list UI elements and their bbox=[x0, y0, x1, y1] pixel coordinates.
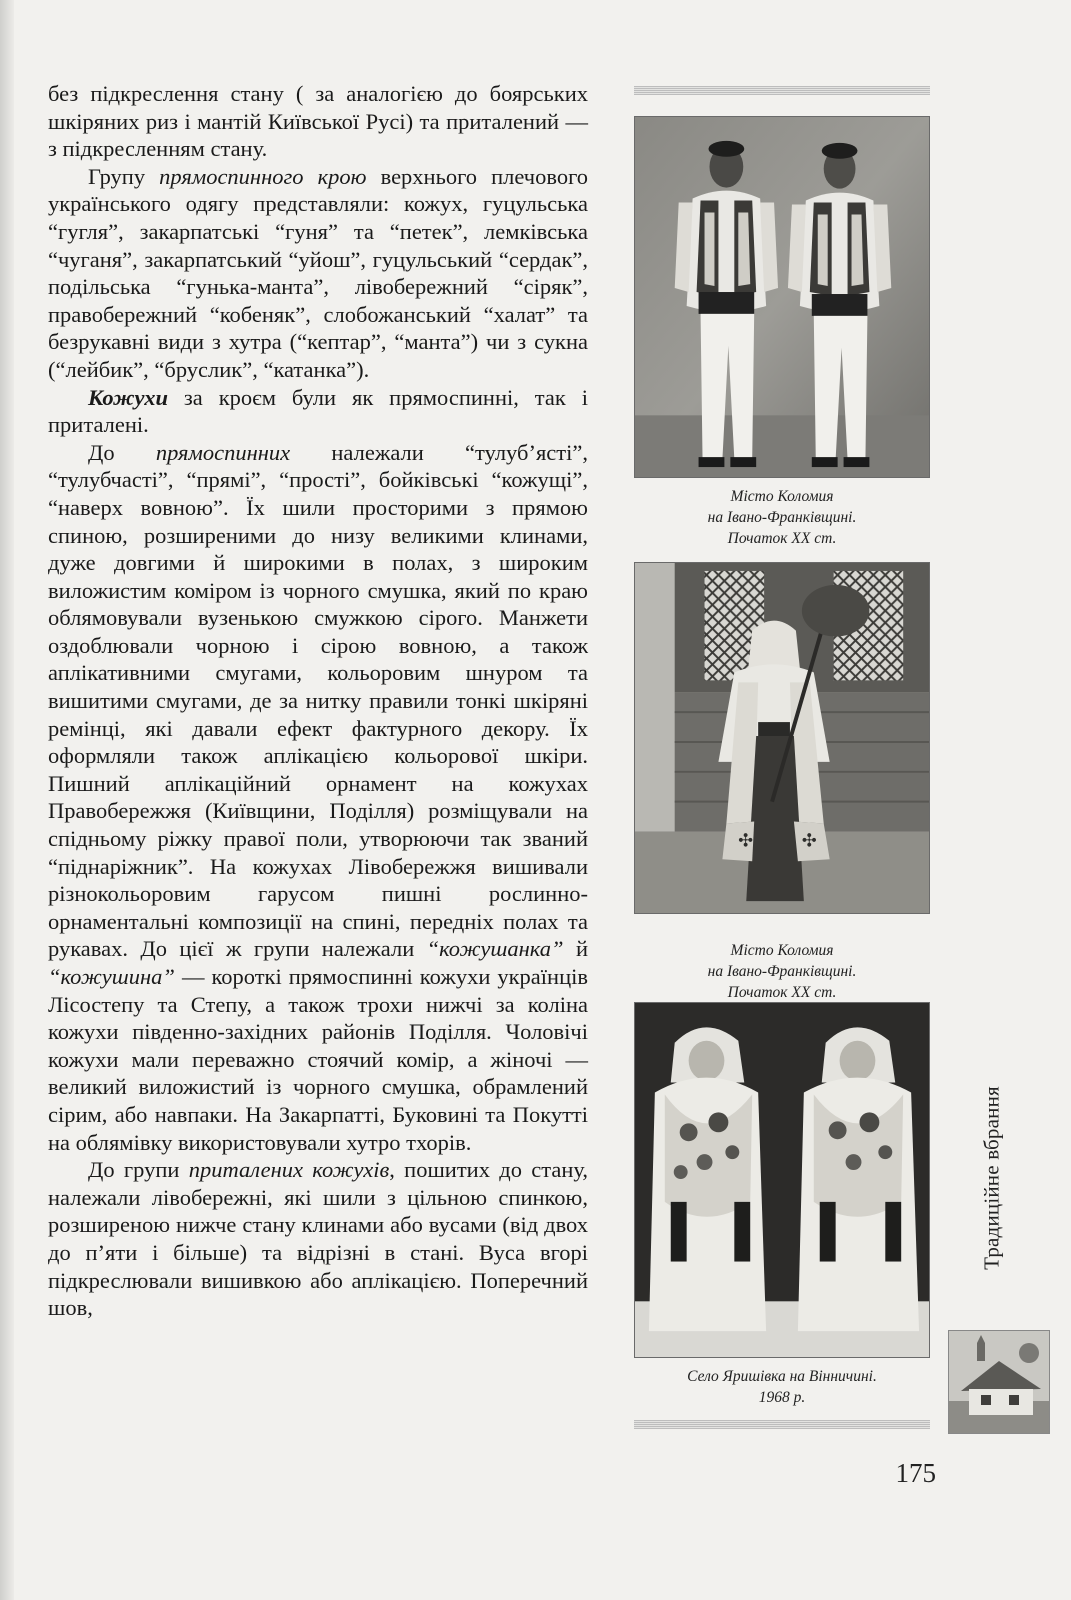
photo-two-men-kolomyia bbox=[634, 116, 930, 478]
house-emblem-icon bbox=[948, 1330, 1050, 1434]
paragraph-5: До групи приталених кожухів, пошитих до стану, належали лівобережні, які шили з цільною спинкою, розширеною нижче стану клинами або вусами (від двох до п’яти і більше) та відрізні в стані. Вуса вгорі підкреслювали вишивкою або аплікацією. Поперечний шов, bbox=[48, 1157, 588, 1321]
photo-3-caption: Село Яришівка на Вінничині. 1968 р. bbox=[687, 1368, 877, 1406]
page-edge bbox=[0, 0, 14, 1600]
body-text bbox=[48, 80, 588, 1322]
term-kozhushyna: “кожушина” bbox=[48, 964, 175, 989]
term-prytaleni-kozhukhy: приталених кожухів bbox=[188, 1157, 390, 1183]
term-kozhushanka: “кожушанка” bbox=[426, 936, 564, 962]
paragraph-2: Групу прямоспинного крою верхнього плечового українського одягу представляли: кожух, гуцульська “гугля”, закарпатські “гуня” та “петек”, лемківська “чуганя”, закарпатський “уйош”, гуцульський “сердак”, подільська “гунька-манта”, лівобережний “сіряк”, правобережний “кобеняк”, слобожанський “халат” та безрукавні види з хутра (“кептар”, “манта”) чи з сукна (“лейбик”, “бруслик”, “катанка”). bbox=[48, 163, 588, 382]
page-number: 175 bbox=[895, 1458, 936, 1488]
svg-text:✣: ✣ bbox=[738, 830, 754, 852]
term-kozhukhy: Кожухи bbox=[88, 384, 168, 410]
top-rule bbox=[634, 86, 930, 95]
paragraph-3: Кожухи за кроєм були як прямоспинні, так і приталені. bbox=[48, 384, 588, 438]
photo-2-caption: Місто Коломия на Івано-Франківщині. Початок XX ст. bbox=[707, 942, 857, 1001]
photo-1-caption: Місто Коломия на Івано-Франківщині. Початок XX ст. bbox=[707, 488, 857, 547]
photo-woman-kolomyia bbox=[634, 562, 930, 914]
svg-text:✣: ✣ bbox=[801, 830, 817, 852]
bottom-rule bbox=[634, 1420, 930, 1429]
term-pryamospynni: прямоспинних bbox=[155, 439, 291, 465]
term-pryamospynnyi-krii: прямоспинного крою bbox=[159, 163, 367, 189]
section-side-label: Традиційне вбрання bbox=[979, 1086, 1004, 1270]
photo-two-women-yaryshivka bbox=[634, 1002, 930, 1358]
paragraph-4: До прямоспинних належали “тулуб’ясті”, “тулубчасті”, “прямі”, “прості”, бойківські “кожущі”, “наверх вовною”. Їх шили просторими з прямою спиною, розширеними до низу великими клинами, дуже довгими й широкими в полах, з широким виложистим коміром із чорного смушка, який по краю облямовували вузенькою смужкою сірого. Манжети оздоблювали чорною і сірою вовною, а також аплікативними смугами, кольоровим шнуром та вишитими смугами, де за нитку правили тонкі шкіряні ремінці, які давали ефект фактурного декору. Їх оформляли також аплікацією кольорової шкіри. Пишний аплікаційний орнамент на кожухах Правобережжя (Київщини, Поділля) розміщували на спідньому ріжку правої поли, утворюючи так званий “піднаріжник”. На кожухах Лівобережжя вишивали різнокольоровим гарусом пишні рослинно-орнаментальні композиції на спині, передніх полах та рукавах. До цієї ж групи належали “кожушанка” й “кожушина” — короткі прямоспинні кожухи українців Лісостепу та Степу, а також трохи нижчі за коліна кожухи південно-західних районів Поділля. Чоловічі кожухи мали переважно стоячий комір, а жіночі — великий виложистий із чорного смушка, обрамлений сірим, або навпаки. На Закарпатті, Буковині та Покутті на облямівку використовували хутро тхорів. bbox=[48, 439, 588, 1155]
paragraph-1: без підкреслення стану ( за аналогією до боярських шкіряних риз і мантій Київської Русі) та приталений — з підкресленням стану. bbox=[48, 81, 588, 162]
